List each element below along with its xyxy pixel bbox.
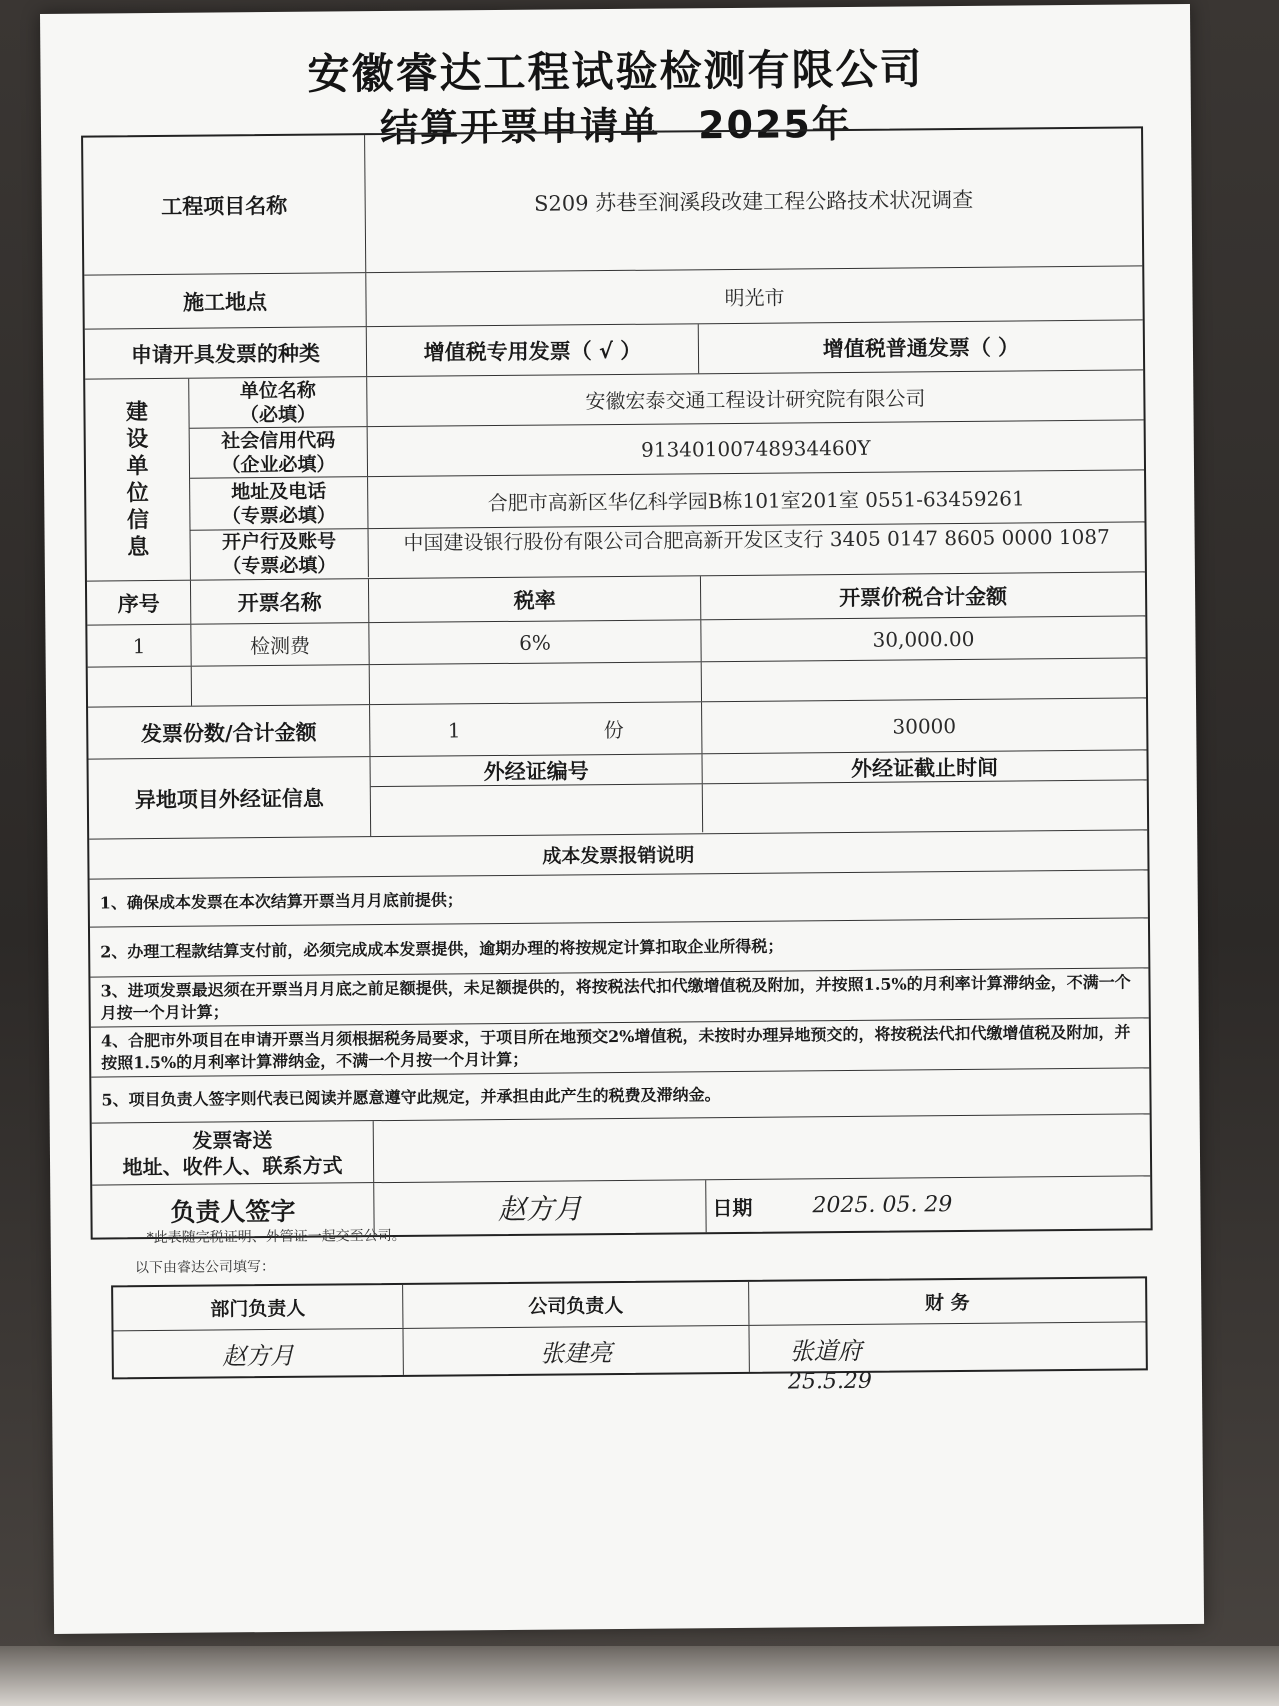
form-year: 2025年 [697,101,853,148]
application-table [81,126,1153,1239]
field-label-note: （专票必填） [222,554,337,578]
row-invoice-type [85,320,1143,379]
invoice-count: 1 [447,717,461,742]
item-no: 1 [87,625,191,667]
client-field-label [190,427,368,478]
signoff-date-cell [706,1176,1150,1232]
client-bank-account: 中国建设银行股份有限公司合肥高新开发区支行 3405 0147 8605 0000 1087 [403,524,1110,555]
delivery-label [92,1121,375,1184]
dept-head-label: 部门负责人 [113,1285,403,1331]
cost-note: 1、确保成本发票在本次结算开票当月月底前提供； [99,889,463,913]
cost-note: 4、合肥市外项目在申请开票当月须根据税务局要求，于项目所在地预交2%增值税，未按时办理异地预交的，将按税法代扣代缴增值税及附加，并按照1.5%的月利率计算滞纳金，不满一个月按一个月计算； [100,1022,1131,1073]
cert-deadline-label: 外经证截止时间 [851,755,999,781]
out-of-area-label: 异地项目外经证信息 [89,757,372,838]
ordinary-vat-option: 增值税普通发票（ ） [822,334,1020,361]
finance-signature: 张道府 [789,1336,862,1366]
totals-label: 发票份数/合计金额 [88,705,370,758]
client-field-row [190,470,1144,530]
client-field-row [191,522,1145,578]
item-no [88,667,192,707]
delivery-label-line2: 地址、收件人、联系方式 [122,1152,343,1179]
item-name: 检测费 [191,623,369,666]
cost-note: 2、办理工程款结算支付前，必须完成成本发票提供，逾期办理的将按规定计算扣取企业所得税； [100,936,784,962]
client-label-char: 位 [126,480,149,506]
delivery-label-line1: 发票寄送 [192,1127,273,1153]
client-label-char: 建 [125,399,149,425]
client-info-section-label [85,379,191,581]
client-address-phone: 合肥市高新区华亿科学园B栋101室201室 0551-63459261 [487,486,1025,516]
dept-head-signature: 赵方月 [113,1329,403,1378]
delivery-value [374,1114,1151,1182]
signoff-signature: 赵方月 [374,1180,706,1235]
site-value: 明光市 [724,285,785,311]
signoff-label: 负责人签字 [92,1183,374,1237]
totals-count-cell [370,702,702,756]
field-label-text: 地址及电话 [231,480,327,503]
invoice-type-label: 申请开具发票的种类 [85,327,367,378]
item-amount: 30,000.00 [872,626,975,652]
client-fields [189,370,1145,579]
row-project-name [83,128,1142,275]
client-company-name: 安徽宏泰交通工程设计研究院有限公司 [585,386,926,414]
company-title: 安徽睿达工程试验检测有限公司 [307,44,924,99]
client-field-row [190,420,1144,478]
item-rate: 6% [369,620,701,664]
company-head-signature: 张建亮 [403,1326,749,1375]
col-header-no: 序号 [87,581,191,625]
company-head-label: 公司负责人 [403,1282,749,1328]
finance-sign-date: 25.5.29 [787,1368,873,1395]
client-field-row [189,370,1143,428]
item-amount [702,658,1146,701]
item-name [192,665,370,706]
col-header-amount: 开票价税合计金额 [839,584,1008,610]
client-label-char: 息 [127,534,150,560]
project-name-label: 工程项目名称 [83,135,366,274]
field-label-note: （必填） [239,403,317,426]
footnote-fill-by: 以下由睿达公司填写： [134,1258,276,1277]
special-vat-option: 增值税专用发票（ √ ） [367,324,699,376]
client-field-label [190,477,368,530]
approval-signature-row [113,1322,1145,1377]
item-rate [370,662,702,704]
site-label: 施工地点 [84,273,366,328]
form-sheet [40,4,1204,1634]
field-label-note: （企业必填） [221,452,336,476]
invoice-count-unit: 份 [603,717,624,743]
col-header-name: 开票名称 [191,579,369,624]
date-value: 2025. 05. 29 [812,1191,953,1218]
background-fabric [0,1646,1279,1706]
client-credit-code: 91340100748934460Y [640,435,871,462]
row-site [84,266,1142,329]
note-row [90,968,1148,1027]
delivery-row [92,1114,1151,1185]
date-label: 日期 [712,1195,753,1220]
approval-table [111,1276,1148,1379]
note-row [91,1018,1149,1077]
out-of-area-fields [370,750,1147,836]
totals-amount: 30000 [892,713,957,739]
client-field-label [189,377,367,428]
project-name-value: S209 苏巷至涧溪段改建工程公路技术状况调查 [533,187,974,216]
finance-label: 财 务 [924,1291,970,1315]
client-field-label [191,529,369,579]
out-of-area-values [371,780,1147,835]
cert-no-value [371,784,703,835]
client-label-char: 单 [126,453,149,479]
footnote-attachments: *此表随完税证明、外管证一起交至公司。 [146,1227,406,1247]
cost-invoice-heading: 成本发票报销说明 [542,844,695,868]
note-row [90,918,1148,977]
out-of-area-block [89,750,1148,839]
field-label-text: 单位名称 [239,379,316,402]
col-header-rate: 税率 [369,576,701,622]
cost-note: 5、项目负责人签字则代表已阅读并愿意遵守此规定，并承担由此产生的税费及滞纳金。 [101,1084,721,1110]
cost-note: 3、进项发票最迟须在开票当月月底之前足额提供，未足额提供的，将按税法代扣代缴增值税及附加，并按照1.5%的月利率计算滞纳金，不满一个月按一个月计算； [100,972,1131,1023]
client-label-char: 信 [126,507,150,533]
field-label-text: 社会信用代码 [221,428,336,452]
field-label-text: 开户行及账号 [222,530,337,554]
field-label-note: （专票必填） [221,503,336,527]
form-title-text: 结算开票申请单 [379,103,661,151]
cert-deadline-value [703,780,1147,832]
client-info-block [85,370,1145,581]
cert-no-label: 外经证编号 [370,754,702,786]
client-label-char: 设 [126,426,149,452]
